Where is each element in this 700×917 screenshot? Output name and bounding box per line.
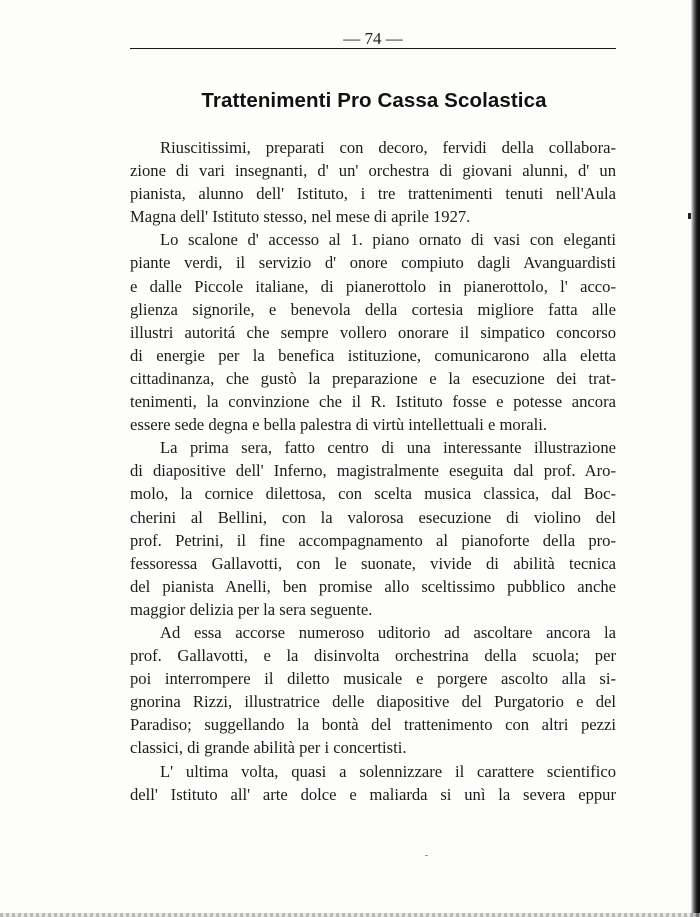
body-line: del pianista Anelli, ben promise allo sceltissimo pubblico anche xyxy=(130,576,616,596)
body-line: La prima sera, fatto centro di una interessante illustrazione xyxy=(160,438,616,458)
body-line: di diapositive dell' Inferno, magistralmente eseguita dal prof. Aro- xyxy=(130,461,616,481)
body-line: essere sede degna e bella palestra di virtù intellettuali e morali. xyxy=(130,415,547,435)
page-number: — 74 — xyxy=(343,29,403,48)
body-line: classici, di grande abilità per i concertisti. xyxy=(130,738,407,758)
page-bottom-edge xyxy=(0,913,700,917)
page-binding-edge xyxy=(691,0,700,917)
article-body xyxy=(130,136,616,806)
body-line: tenimenti, la convinzione che il R. Istituto fosse e potesse ancora xyxy=(130,392,616,412)
body-line: poi interrompere il diletto musicale e porgere ascolto alla si- xyxy=(130,669,616,689)
body-line: Ad essa accorse numeroso uditorio ad ascoltare ancora la xyxy=(160,622,616,642)
body-line: L' ultima volta, quasi a solennizzare il carattere scientifico xyxy=(160,761,616,781)
article-title: Trattenimenti Pro Cassa Scolastica xyxy=(201,89,547,112)
body-line: prof. Gallavotti, e la disinvolta orchestrina della scuola; per xyxy=(130,646,616,666)
body-line: dell' Istituto all' arte dolce e maliarda si unì la severa eppur xyxy=(130,784,616,804)
body-line: gnorina Rizzi, illustratrice delle diapositive del Purgatorio e del xyxy=(130,692,616,712)
body-line: fessoressa Gallavotti, con le suonate, vivide di abilità tecnica xyxy=(130,553,616,573)
body-line: Lo scalone d' accesso al 1. piano ornato di vasi con eleganti xyxy=(160,230,616,250)
body-line: pianista, alunno dell' Istituto, i tre trattenimenti tenuti nell'Aula xyxy=(130,184,616,204)
body-line: maggior delizia per la sera seguente. xyxy=(130,599,373,619)
body-line: di energie per la benefica istituzione, comunicarono alla eletta xyxy=(130,345,616,365)
body-line: Riuscitissimi, preparati con decoro, fervidi della collabora- xyxy=(160,138,616,157)
body-line: e dalle Piccole italiane, di pianerottolo in pianerottolo, l' acco- xyxy=(130,276,616,296)
body-line: cherini al Bellini, con la valorosa esecuzione di violino del xyxy=(130,507,616,527)
edge-mark xyxy=(688,213,691,219)
body-line: Paradiso; suggellando la bontà del trattenimento con altri pezzi xyxy=(130,715,616,735)
body-line: prof. Petrini, il fine accompagnamento al pianoforte della pro- xyxy=(130,530,616,550)
body-line: zione di vari insegnanti, d' un' orchestra di giovani alunni, d' un xyxy=(130,161,616,181)
body-line: cittadinanza, che gustò la preparazione e la esecuzione dei trat- xyxy=(130,368,616,388)
body-line: Magna dell' Istituto stesso, nel mese di aprile 1927. xyxy=(130,207,471,227)
body-line: glienza signorile, e benevola della cortesia migliore fatta alle xyxy=(130,299,616,319)
body-line: molo, la cornice dilettosa, con scelta musica classica, dal Boc- xyxy=(130,484,616,504)
header-rule xyxy=(130,48,616,49)
body-line: piante verdi, il servizio d' onore compiuto dagli Avanguardisti xyxy=(130,253,616,273)
print-speck xyxy=(425,855,428,856)
body-line: illustri autoritá che sempre vollero onorare il simpatico concorso xyxy=(130,322,616,342)
